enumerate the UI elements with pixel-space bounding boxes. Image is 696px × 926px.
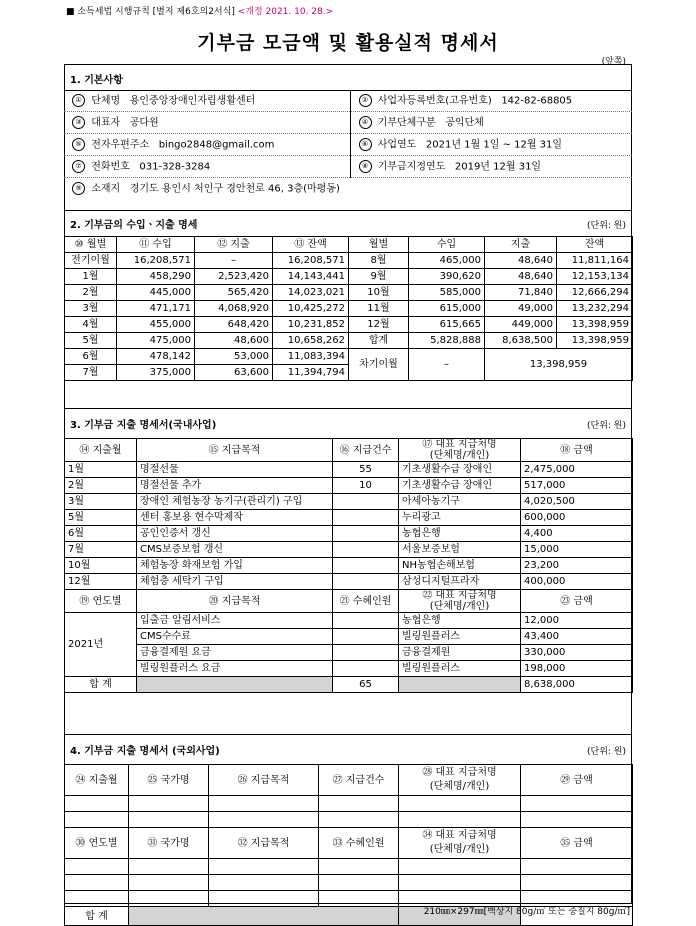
amount-cell: 11,394,794 (287, 367, 345, 378)
month-cell: 1월 (82, 271, 99, 282)
amount-cell: 12,153,134 (571, 271, 629, 282)
total-amount: 8,638,000 (524, 679, 575, 690)
item-number-icon: ⑤ (72, 138, 85, 151)
recipient-cell: 빌링원플러스 (402, 663, 460, 674)
column-header: ㉗ 지급건수 (332, 774, 385, 786)
regulation-note: ■ 소득세법 시행규칙 [별지 제6호의2서식] <개정 2021. 10. 28.> (66, 7, 334, 17)
front-label: (앞쪽) (601, 57, 626, 67)
amount-cell: 585,000 (439, 287, 481, 298)
section-4-title: 4. 기부금 지출 명세서 (국외사업) (70, 746, 220, 757)
paper-spec: 210㎜×297㎜[백상지 80g/㎡ 또는 중질지 80g/㎡] (423, 907, 630, 917)
column-header: ㉜ 지급목적 (237, 837, 290, 849)
month-cell: 7월 (68, 544, 85, 555)
recipient-cell: 아세아농기구 (402, 496, 460, 507)
info-label: 사업자등록번호(고유번호) (377, 95, 492, 107)
column-header: ⑩ 월별 (74, 239, 107, 250)
amount-cell: 2,475,000 (524, 464, 575, 475)
amount-cell: 471,171 (149, 303, 191, 314)
amount-cell: 11,083,394 (287, 351, 345, 362)
recipient-cell: 빌링원플러스 (402, 631, 460, 642)
section-2-title: 2. 기부금의 수입ㆍ지출 명세 (70, 220, 198, 231)
purpose-cell: 명절선물 (140, 464, 179, 475)
table-row (65, 645, 633, 661)
recipient-cell: 농협은행 (402, 528, 441, 539)
column-header-sub: (단체명/개인) (429, 781, 490, 792)
column-header: ㉚ 연도별 (75, 837, 118, 849)
column-header: ㉘ 대표 지급처명 (422, 767, 497, 778)
amount-cell: 48,640 (518, 255, 553, 266)
info-cell (64, 90, 350, 112)
info-value: 2021년 1월 1일 ~ 12월 31일 (425, 139, 563, 151)
table-row (65, 613, 633, 629)
info-label: 단체명 (91, 95, 121, 107)
amount-cell: 648,420 (227, 319, 269, 330)
amount-cell: 465,000 (439, 255, 481, 266)
amount-cell: 615,000 (439, 303, 481, 314)
item-number-icon: ⑦ (72, 160, 85, 173)
info-value: 031-328-3284 (139, 161, 211, 173)
carry-balance: 13,398,959 (529, 359, 588, 370)
item-number-icon: ⑨ (72, 182, 85, 195)
foreign-expense-table (64, 764, 633, 926)
amount-cell: 449,000 (511, 319, 553, 330)
amount-cell: 13,232,294 (571, 303, 629, 314)
section-1-title: 1. 기본사항 (70, 75, 123, 86)
purpose-cell: 빌링원플러스 요금 (140, 663, 221, 674)
total-label: 합 계 (89, 679, 112, 690)
column-header: ㉝ 수혜인원 (332, 837, 385, 849)
total-row (65, 677, 633, 693)
item-number-icon: ④ (359, 116, 372, 129)
info-cell (350, 156, 632, 178)
table-row (65, 462, 633, 478)
purpose-cell: 공인인증서 갱신 (140, 528, 211, 539)
amount-cell: 330,000 (524, 647, 566, 658)
recipient-cell: 서울보증보험 (402, 544, 460, 555)
info-cell (64, 156, 350, 178)
column-header: ㉖ 지급목적 (237, 774, 290, 786)
carry-label: 차기이월 (359, 359, 398, 370)
amount-cell: 445,000 (149, 287, 191, 298)
info-cell (350, 112, 632, 134)
blank-row (65, 796, 633, 812)
table-row (65, 629, 633, 645)
purpose-cell: CMS수수료 (140, 631, 191, 642)
column-header: ⑬ 잔액 (294, 239, 327, 250)
recipient-cell: NH농협손해보험 (402, 560, 475, 571)
count-cell: 55 (359, 464, 372, 475)
amount-cell: 4,020,500 (524, 496, 575, 507)
amount-cell: 5,828,888 (430, 335, 481, 346)
month-cell: 10월 (68, 560, 91, 571)
info-label: 사업연도 (377, 139, 417, 151)
divider (64, 210, 632, 211)
month-cell: 4월 (82, 319, 99, 330)
info-value: 용인중앙장애인자립생활센터 (129, 95, 256, 107)
item-number-icon: ② (359, 94, 372, 107)
amount-cell: 8,638,500 (502, 335, 553, 346)
recipient-cell: 금융결제원 (402, 647, 451, 658)
amount-cell: 2,523,420 (218, 271, 269, 282)
month-cell: 6월 (68, 528, 85, 539)
amount-cell: – (231, 255, 236, 266)
recipient-cell: 삼성디지털프라자 (402, 576, 480, 587)
revision-date: <개정 2021. 10. 28.> (237, 7, 334, 17)
table-row (65, 542, 633, 558)
column-header: ㉑ 수혜인원 (339, 595, 392, 607)
column-header: ⑯ 지급건수 (339, 444, 392, 456)
month-cell: 12월 (367, 319, 390, 330)
amount-cell: 600,000 (524, 512, 566, 523)
section-4-unit: (단위: 원) (587, 747, 626, 757)
column-header: ㉔ 지출월 (75, 774, 118, 786)
table-row (65, 574, 633, 590)
column-header: ⑮ 지급목적 (208, 444, 261, 456)
column-header: ⑫ 지출 (217, 239, 250, 250)
table-row (65, 526, 633, 542)
purpose-cell: 체험층 세탁기 구입 (140, 576, 224, 587)
column-header: ㉛ 국가명 (147, 837, 190, 849)
amount-cell: 390,620 (439, 271, 481, 282)
amount-cell: 455,000 (149, 319, 191, 330)
column-header: ⑲ 연도별 (79, 595, 122, 607)
amount-cell: 71,840 (518, 287, 553, 298)
month-cell: 10월 (367, 287, 390, 298)
info-cell (64, 112, 350, 134)
amount-cell: 475,000 (149, 335, 191, 346)
month-cell: 12월 (68, 576, 91, 587)
info-value: 2019년 12월 31일 (454, 161, 542, 173)
amount-cell: 16,208,571 (133, 255, 191, 266)
amount-cell: 10,425,272 (287, 303, 345, 314)
info-cell (350, 90, 632, 112)
info-label: 전자우편주소 (91, 139, 150, 151)
amount-cell: 198,000 (524, 663, 566, 674)
divider (64, 734, 632, 735)
column-header: ㉕ 국가명 (147, 774, 190, 786)
year-cell: 2021년 (68, 639, 104, 650)
count-cell: 10 (359, 480, 372, 491)
amount-cell: 12,666,294 (571, 287, 629, 298)
purpose-cell: 명절선물 추가 (140, 480, 202, 491)
info-label: 대표자 (91, 117, 121, 129)
info-label: 전화번호 (91, 161, 130, 173)
carry-income: – (444, 359, 449, 370)
info-value: bingo2848@gmail.com (158, 139, 275, 151)
amount-cell: 4,400 (524, 528, 553, 539)
column-header: ⑳ 지급목적 (208, 595, 261, 607)
amount-cell: 375,000 (149, 367, 191, 378)
column-header: ⑱ 금액 (560, 444, 593, 456)
month-cell: 6월 (82, 351, 99, 362)
month-cell: 5월 (82, 335, 99, 346)
total-count: 65 (359, 679, 372, 690)
amount-cell: 4,068,920 (218, 303, 269, 314)
amount-cell: 10,658,262 (287, 335, 345, 346)
column-header: 잔액 (584, 239, 605, 250)
column-header: ㉒ 대표 지급처명 (422, 590, 497, 601)
amount-cell: 517,000 (524, 480, 566, 491)
income-expense-table (64, 236, 633, 381)
recipient-cell: 농협은행 (402, 615, 441, 626)
month-cell: 11월 (367, 303, 390, 314)
table-row (65, 478, 633, 494)
section-3-unit: (단위: 원) (587, 421, 626, 431)
amount-cell: 49,000 (518, 303, 553, 314)
amount-cell: 48,600 (234, 335, 269, 346)
amount-cell: 615,665 (439, 319, 481, 330)
item-number-icon: ⑧ (359, 160, 372, 173)
info-cell (64, 134, 350, 156)
info-value: 142-82-68805 (501, 95, 573, 107)
amount-cell: 63,600 (234, 367, 269, 378)
purpose-cell: CMS보증보험 갱신 (140, 544, 224, 555)
page-title: 기부금 모금액 및 활용실적 명세서 (197, 32, 499, 54)
purpose-cell: 장애인 체험농장 농기구(관리기) 구입 (140, 496, 303, 507)
column-header: ㉙ 금액 (560, 774, 593, 786)
divider (64, 408, 632, 409)
item-number-icon: ① (72, 94, 85, 107)
info-cell (64, 178, 632, 200)
amount-cell: 13,398,959 (571, 335, 629, 346)
info-label: 기부금지정연도 (377, 161, 446, 173)
amount-cell: 478,142 (149, 351, 191, 362)
info-cell (350, 134, 632, 156)
info-label: 기부단체구분 (377, 117, 436, 129)
table-row (65, 510, 633, 526)
blank-row (65, 875, 633, 891)
address-value: 경기도 용인시 처인구 경안천로 46, 3층(마평동) (129, 183, 340, 195)
column-header: ㉞ 대표 지급처명 (422, 830, 497, 841)
amount-cell: 11,811,164 (571, 255, 629, 266)
column-header: ㉓ 금액 (560, 595, 593, 607)
amount-cell: 15,000 (524, 544, 559, 555)
column-header: ⑪ 수입 (139, 239, 172, 250)
month-cell: 9월 (370, 271, 387, 282)
amount-cell: 48,640 (518, 271, 553, 282)
month-cell: 7월 (82, 367, 99, 378)
month-cell: 합계 (368, 335, 389, 346)
amount-cell: 16,208,571 (287, 255, 345, 266)
purpose-cell: 입출금 알림서비스 (140, 615, 221, 626)
blank-row (65, 812, 633, 828)
month-cell: 2월 (82, 287, 99, 298)
purpose-cell: 센터 홍보용 현수막제작 (140, 512, 243, 523)
section-2-unit: (단위: 원) (587, 221, 626, 231)
table-row (65, 494, 633, 510)
item-number-icon: ⑥ (359, 138, 372, 151)
column-header: ⑰ 대표 지급처명 (422, 439, 497, 450)
column-header-sub: (단체명/개인) (429, 844, 490, 855)
month-cell: 1월 (68, 464, 85, 475)
column-header-sub: (단체명/개인) (429, 450, 490, 461)
recipient-cell: 누리광고 (402, 512, 441, 523)
month-cell: 5월 (68, 512, 85, 523)
amount-cell: 43,400 (524, 631, 559, 642)
amount-cell: 12,000 (524, 615, 559, 626)
item-number-icon: ③ (72, 116, 85, 129)
amount-cell: 400,000 (524, 576, 566, 587)
amount-cell: 14,143,441 (287, 271, 345, 282)
month-cell: 전기이월 (71, 255, 110, 266)
column-header: 지출 (510, 239, 531, 250)
recipient-cell: 기초생활수급 장애인 (402, 480, 493, 491)
column-header: ㉟ 금액 (560, 837, 593, 849)
month-cell: 3월 (68, 496, 85, 507)
recipient-cell: 기초생활수급 장애인 (402, 464, 493, 475)
amount-cell: 14,023,021 (287, 287, 345, 298)
info-value: 공다원 (129, 117, 159, 129)
month-cell: 3월 (82, 303, 99, 314)
section-3-title: 3. 기부금 지출 명세서(국내사업) (70, 420, 217, 431)
month-cell: 8월 (370, 255, 387, 266)
domestic-expense-table (64, 438, 633, 693)
purpose-cell: 체험농장 화재보험 가입 (140, 560, 243, 571)
amount-cell: 23,200 (524, 560, 559, 571)
purpose-cell: 금융결제원 요금 (140, 647, 211, 658)
amount-cell: 458,290 (149, 271, 191, 282)
basic-info-table (64, 90, 632, 199)
column-header: ⑭ 지출월 (79, 444, 122, 456)
column-header: 월별 (368, 239, 389, 250)
amount-cell: 53,000 (234, 351, 269, 362)
amount-cell: 565,420 (227, 287, 269, 298)
month-cell: 2월 (68, 480, 85, 491)
column-header-sub: (단체명/개인) (429, 601, 490, 612)
info-label: 소재지 (91, 183, 121, 195)
column-header: 수입 (436, 239, 457, 250)
blank-row (65, 859, 633, 875)
table-row (65, 558, 633, 574)
info-value: 공익단체 (445, 117, 484, 129)
amount-cell: 13,398,959 (571, 319, 629, 330)
table-row (65, 661, 633, 677)
total-label: 합 계 (85, 910, 108, 922)
amount-cell: 10,231,852 (287, 319, 345, 330)
